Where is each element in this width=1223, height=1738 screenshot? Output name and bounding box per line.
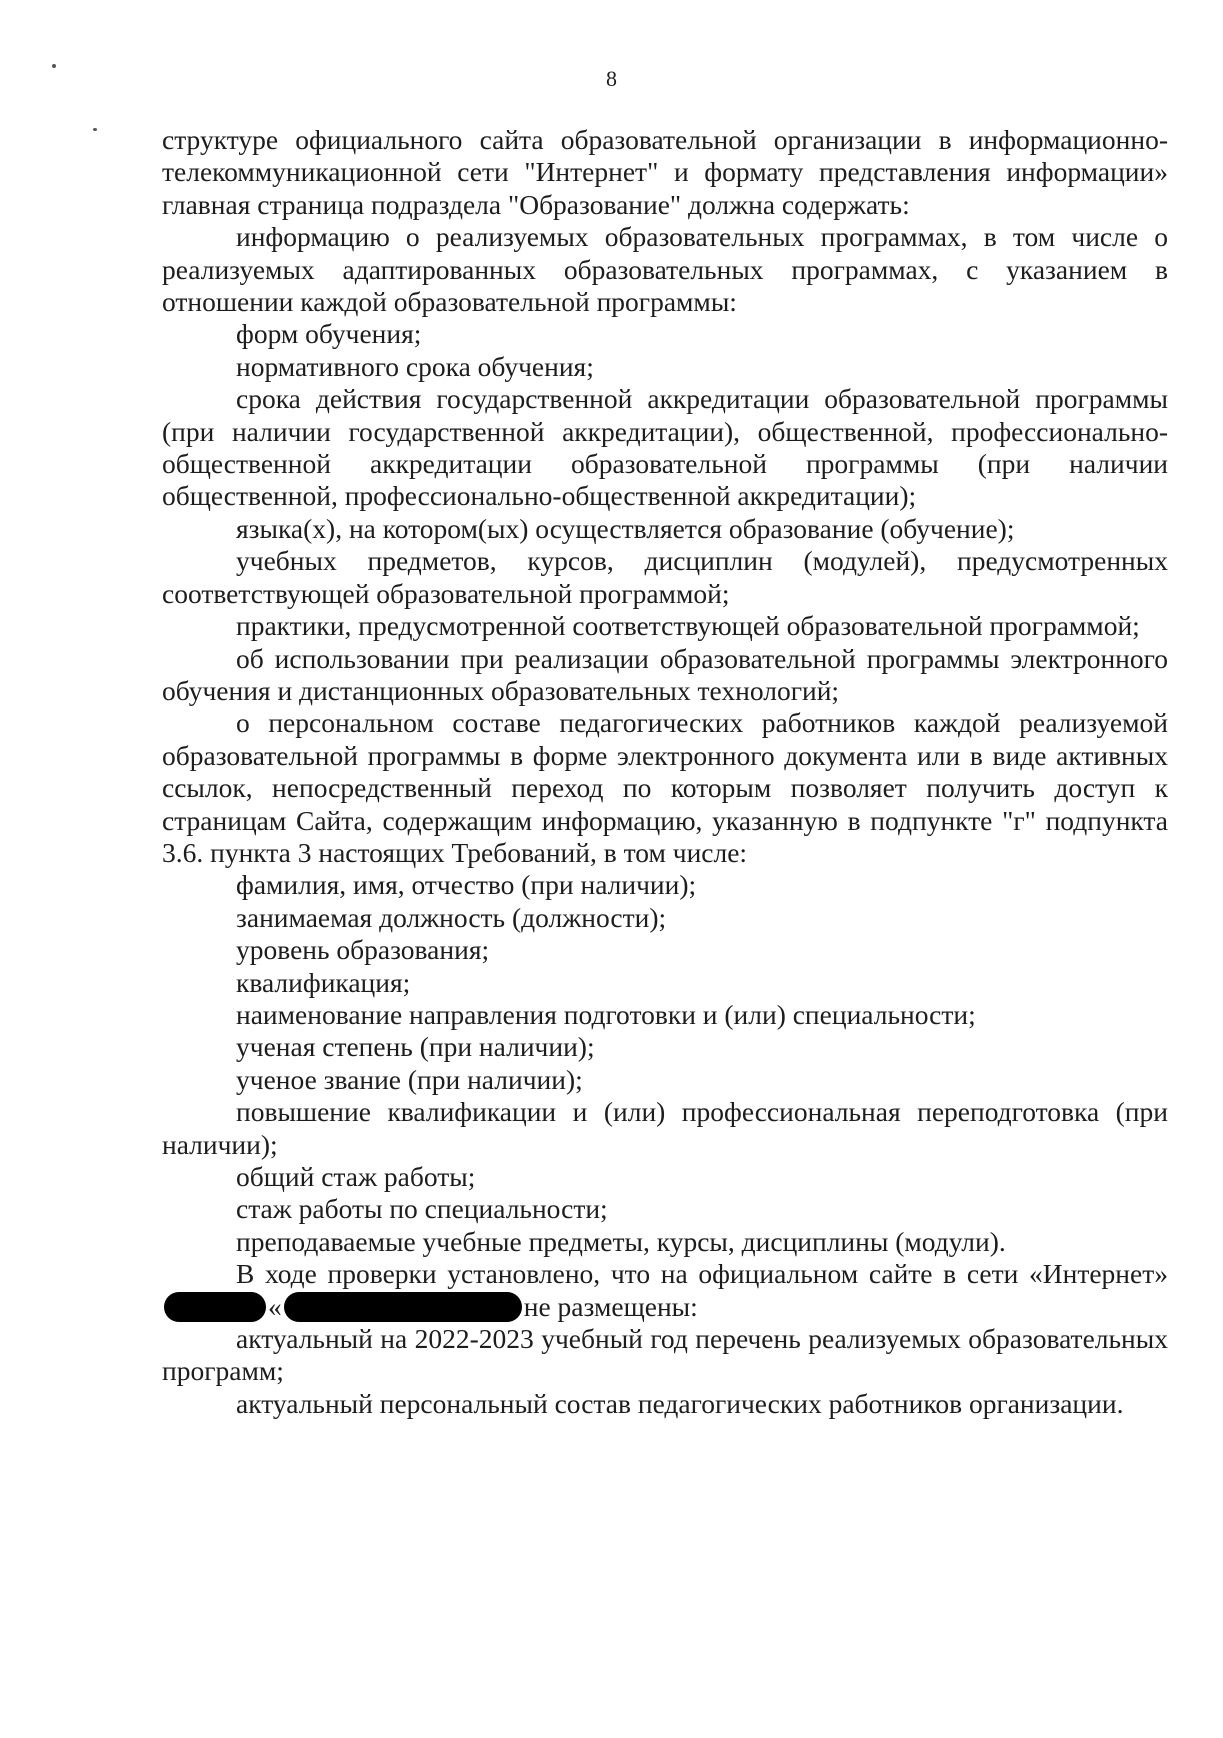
paragraph: учебных предметов, курсов, дисциплин (модулей), предусмотренных соответствующей образовательной программой;: [162, 545, 1168, 609]
paragraph: срока действия государственной аккредитации образовательной программы (при наличии государственной аккредитации), общественной, профессионально-общественной аккредитации образовательной программы (при наличии общественной, профессионально-общественной аккредитации);: [162, 383, 1168, 512]
paragraph: стаж работы по специальности;: [236, 1193, 608, 1225]
finding-item: актуальный на 2022-2023 учебный год перечень реализуемых образовательных программ;: [162, 1323, 1168, 1387]
paragraph: языка(х), на котором(ых) осуществляется образование (обучение);: [236, 512, 1015, 544]
paragraph: преподаваемые учебные предметы, курсы, дисциплины (модули).: [236, 1225, 1006, 1257]
paragraph: наименование направления подготовки и (или) специальности;: [236, 998, 976, 1030]
scan-speck: [52, 64, 56, 68]
paragraph: общий стаж работы;: [236, 1161, 476, 1192]
paragraph: фамилия, имя, отчество (при наличии);: [236, 869, 697, 901]
paragraph: об использовании при реализации образовательной программы электронного обучения и дистанционных образовательных технологий;: [162, 642, 1168, 706]
paragraph: ученое звание (при наличии);: [236, 1063, 583, 1095]
finding-item: актуальный персональный состав педагогических работников организации.: [236, 1387, 1124, 1419]
finding-text: В ходе проверки установлено, что на официальном сайте в сети «Интернет»: [236, 1258, 1168, 1290]
paragraph: повышение квалификации и (или) профессиональная переподготовка (при наличии);: [162, 1096, 1168, 1160]
paragraph: нормативного срока обучения;: [236, 350, 594, 382]
page-number: 8: [606, 66, 617, 91]
paragraph: о персональном составе педагогических работников каждой реализуемой образовательной программы в форме электронного документа или в виде активных ссылок, непосредственный переход по которым позволяет получить доступ к страницам Сайта, содержащим информацию, указанную в подпункте "г" подпункта 3.6. пункта 3 настоящих Требований, в том числе:: [162, 707, 1168, 868]
paragraph: форм обучения;: [236, 318, 422, 350]
finding-paragraph: [162, 1258, 1168, 1323]
paragraph: информацию о реализуемых образовательных программах, в том числе о реализуемых адаптированных образовательных программах, с указанием в отношении каждой образовательной программы:: [162, 221, 1168, 318]
redaction-mark: [164, 1292, 266, 1322]
redaction-mark: [284, 1292, 522, 1322]
finding-text-end: не размещены:: [523, 1290, 698, 1322]
paragraph: квалификация;: [236, 966, 411, 998]
paragraph: ученая степень (при наличии);: [236, 1031, 595, 1063]
paragraph: уровень образования;: [236, 934, 490, 966]
paragraph: практики, предусмотренной соответствующей образовательной программой;: [236, 610, 1140, 642]
scan-speck: [93, 128, 97, 131]
finding-quote: «: [268, 1290, 282, 1322]
paragraph: структуре официального сайта образовательной организации в информационно-телекоммуникационной сети "Интернет" и формату представления информации» главная страница подраздела "Образование" должна содержать:: [162, 124, 1168, 220]
paragraph: занимаемая должность (должности);: [236, 901, 667, 933]
document-body: [162, 124, 1168, 1420]
